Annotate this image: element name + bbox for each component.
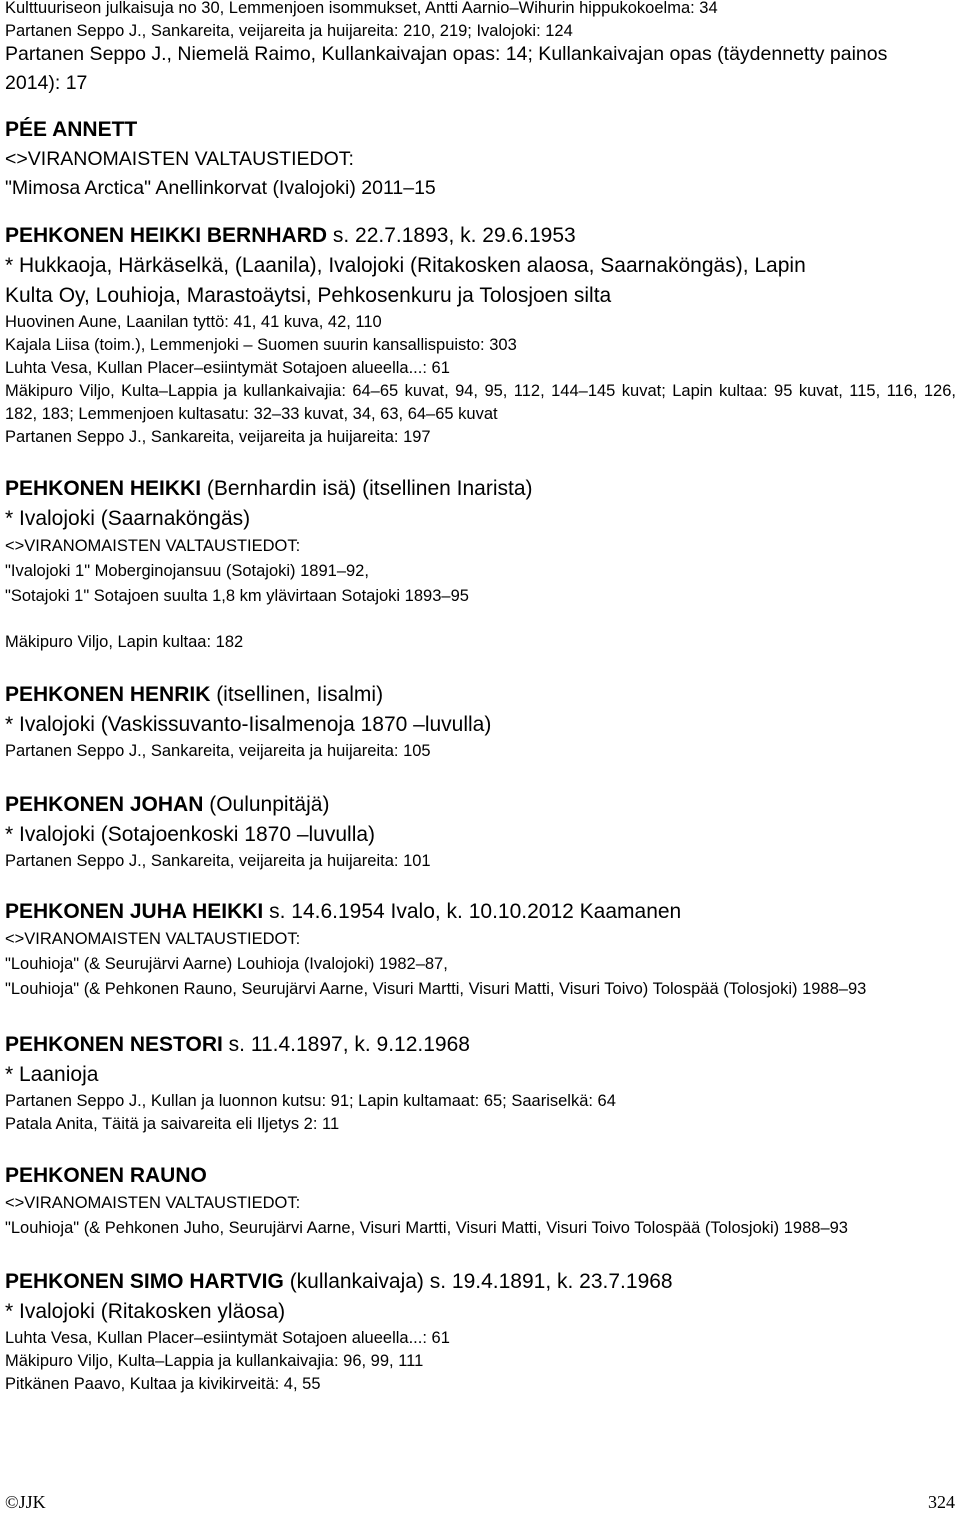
entry-extra: (itsellinen, Iisalmi) xyxy=(210,683,384,706)
reference-line: Partanen Seppo J., Sankareita, veijareita ja huijareita: 197 xyxy=(5,428,431,446)
entry-name: PEHKONEN HENRIK xyxy=(5,683,211,706)
claim-line: "Ivalojoki 1" Moberginojansuu (Sotajoki) 1891–92, xyxy=(5,562,369,580)
reference-line: Huovinen Aune, Laanilan tyttö: 41, 41 kuva, 42, 110 xyxy=(5,313,382,331)
reference-line: Pitkänen Paavo, Kultaa ja kivikirveitä: 4, 55 xyxy=(5,1375,321,1393)
claim-line: "Sotajoki 1" Sotajoen suulta 1,8 km ylävirtaan Sotajoki 1893–95 xyxy=(5,587,469,605)
entry-heading xyxy=(5,897,957,927)
text-line: Partanen Seppo J., Sankareita, veijareita ja huijareita: 210, 219; Ivalojoki: 124 xyxy=(5,22,573,40)
place-line: * Laanioja xyxy=(5,1063,99,1086)
entry-extra: s. 11.4.1897, k. 9.12.1968 xyxy=(222,1033,470,1056)
entry-extra: s. 14.6.1954 Ivalo, k. 10.10.2012 Kaamanen xyxy=(263,900,682,923)
section-label: <>VIRANOMAISTEN VALTAUSTIEDOT: xyxy=(5,930,301,948)
place-line: * Ivalojoki (Vaskissuvanto-Iisalmenoja 1870 –luvulla) xyxy=(5,713,492,736)
reference-line: Partanen Seppo J., Sankareita, veijareita ja huijareita: 101 xyxy=(5,852,431,870)
page-number: 324 xyxy=(928,1492,955,1512)
place-line: * Ivalojoki (Saarnaköngäs) xyxy=(5,507,251,530)
section-label: <>VIRANOMAISTEN VALTAUSTIEDOT: xyxy=(5,148,354,170)
entry-heading xyxy=(5,1267,957,1297)
place-line: * Ivalojoki (Sotajoenkoski 1870 –luvulla) xyxy=(5,823,376,846)
claim-line: "Louhioja" (& Pehkonen Juho, Seurujärvi Aarne, Visuri Martti, Visuri Matti, Visuri Toivo Tolospää (Tolosjoki) 1988–93 xyxy=(5,1219,848,1237)
reference-line: Partanen Seppo J., Sankareita, veijareita ja huijareita: 105 xyxy=(5,742,431,760)
place-line: Kulta Oy, Louhioja, Marastoäytsi, Pehkosenkuru ja Tolosjoen silta xyxy=(5,284,612,307)
reference-line: Kajala Liisa (toim.), Lemmenjoki – Suomen suurin kansallispuisto: 303 xyxy=(5,336,517,354)
text-line: Partanen Seppo J., Niemelä Raimo, Kullankaivajan opas: 14; Kullankaivajan opas (täydennetty painos xyxy=(5,43,888,65)
document-page xyxy=(5,0,957,1396)
entry-heading xyxy=(5,790,957,820)
entry-heading xyxy=(5,680,957,710)
reference-line: Luhta Vesa, Kullan Placer–esiintymät Sotajoen alueella...: 61 xyxy=(5,359,450,377)
entry-name: PEHKONEN JOHAN xyxy=(5,793,204,816)
claim-line: "Louhioja" (& Seurujärvi Aarne) Louhioja (Ivalojoki) 1982–87, xyxy=(5,955,448,973)
copyright-label: ©JJK xyxy=(5,1492,46,1512)
entry-heading: PEHKONEN RAUNO xyxy=(5,1164,207,1187)
entry-name: PEHKONEN HEIKKI BERNHARD xyxy=(5,224,328,247)
reference-line: Luhta Vesa, Kullan Placer–esiintymät Sotajoen alueella...: 61 xyxy=(5,1329,450,1347)
entry-heading: PÉE ANNETT xyxy=(5,118,138,141)
reference-line: Mäkipuro Viljo, Lapin kultaa: 182 xyxy=(5,633,244,651)
entry-extra: (Oulunpitäjä) xyxy=(203,793,330,816)
reference-line: Patala Anita, Täitä ja saivareita eli Iljetys 2: 11 xyxy=(5,1115,340,1133)
place-line: * Hukkaoja, Härkäselkä, (Laanila), Ivalojoki (Ritakosken alaosa, Saarnaköngäs), Lapin xyxy=(5,254,806,277)
entry-extra: (kullankaivaja) s. 19.4.1891, k. 23.7.1968 xyxy=(283,1270,673,1293)
reference-line: Partanen Seppo J., Kullan ja luonnon kutsu: 91; Lapin kultamaat: 65; Saariselkä: 64 xyxy=(5,1092,616,1110)
reference-line: Mäkipuro Viljo, Kulta–Lappia ja kullankaivajia: 96, 99, 111 xyxy=(5,1352,424,1370)
entry-heading xyxy=(5,1030,957,1060)
text-line: Kulttuuriseon julkaisuja no 30, Lemmenjoen isommukset, Antti Aarnio–Wihurin hippukokoelma: 34 xyxy=(5,0,718,17)
entry-dates: s. 22.7.1893, k. 29.6.1953 xyxy=(327,224,576,247)
entry-name: PEHKONEN NESTORI xyxy=(5,1033,223,1056)
text-line: 2014): 17 xyxy=(5,72,88,94)
claim-line: "Louhioja" (& Pehkonen Rauno, Seurujärvi Aarne, Visuri Martti, Visuri Matti, Visuri Toivo) Tolospää (Tolosjoki) 1988–93 xyxy=(5,980,867,998)
claim-line: "Mimosa Arctica" Anellinkorvat (Ivalojoki) 2011–15 xyxy=(5,177,436,199)
entry-name: PEHKONEN HEIKKI xyxy=(5,477,202,500)
entry-name: PEHKONEN JUHA HEIKKI xyxy=(5,900,264,923)
entry-heading xyxy=(5,474,957,504)
entry-heading xyxy=(5,221,957,251)
entry-name: PEHKONEN SIMO HARTVIG xyxy=(5,1270,284,1293)
reference-line: Mäkipuro Viljo, Kulta–Lappia ja kullankaivajia: 64–65 kuvat, 94, 95, 112, 144–145 kuvat; Lapin kultaa: 95 kuvat, 115, 116, 126, 182, 183; Lemmenjoen kultasatu: 32–33 kuvat, 34, 63, 64–65 kuvat xyxy=(5,382,956,423)
place-line: * Ivalojoki (Ritakosken yläosa) xyxy=(5,1300,286,1323)
section-label: <>VIRANOMAISTEN VALTAUSTIEDOT: xyxy=(5,537,301,555)
page-footer xyxy=(0,1492,960,1516)
section-label: <>VIRANOMAISTEN VALTAUSTIEDOT: xyxy=(5,1194,301,1212)
entry-extra: (Bernhardin isä) (itsellinen Inarista) xyxy=(201,477,533,500)
